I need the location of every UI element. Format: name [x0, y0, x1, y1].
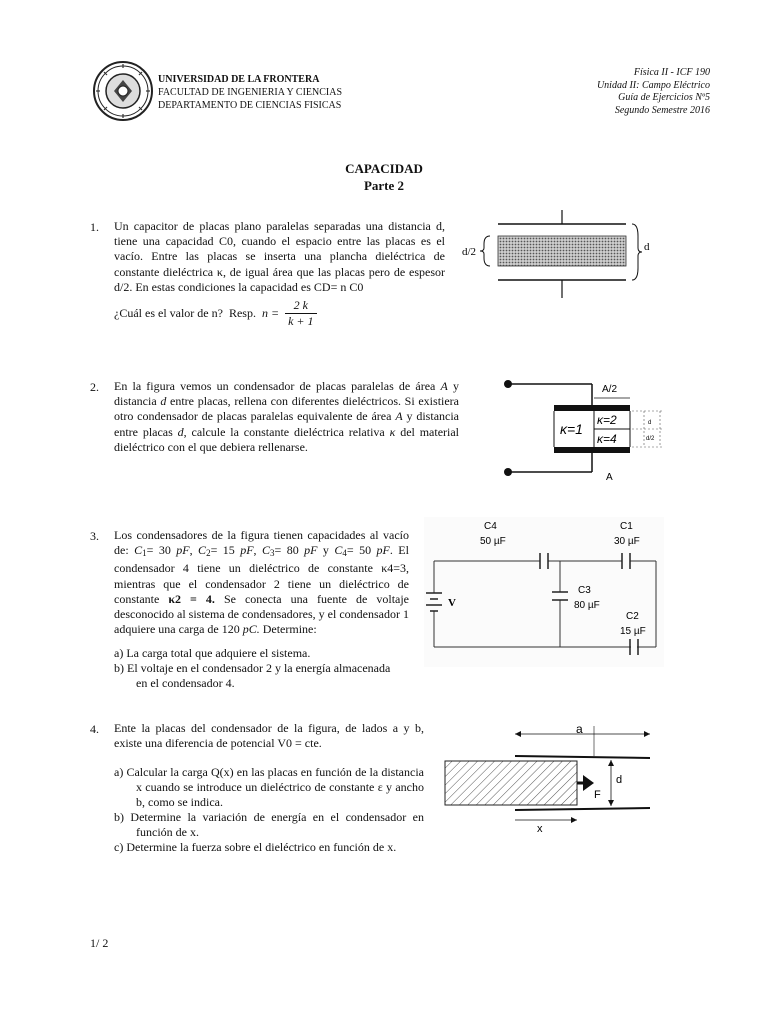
- p3-text-b: El condensador 4 tiene un dieléctrico de constante: [114, 543, 409, 576]
- semester-name: Segundo Semestre 2016: [614, 104, 710, 116]
- problem-1-text: Un capacitor de placas plano paralelas separadas una distancia d, tiene una capacidad C0, cuando el espacio entre las placas es el vacío. Entre las placas se inserta una plancha dieléctrica de constante dieléctrica κ, de igual área que las placas pero de espesor d/2. En estas condiciones la capacidad es CD= n C0: [114, 219, 445, 294]
- fig2-label-a-half: A/2: [602, 384, 618, 395]
- problem-1-answer: [114, 298, 354, 329]
- fig4-label-x: x: [537, 823, 543, 834]
- figure-3-circuit: [424, 517, 664, 667]
- p2-text-9: κ: [389, 424, 396, 439]
- fig4-label-d: d: [616, 774, 623, 786]
- fig3-label-c4: C4: [484, 521, 497, 532]
- problem-4-number: 4.: [90, 722, 99, 736]
- problem-1-resp-label: Resp.: [228, 306, 256, 321]
- header-institution: [158, 73, 342, 112]
- p4-item-b: b) Determine la variación de energía en el condensador en función de x.: [114, 810, 424, 839]
- fig1-label-half: d/2: [462, 246, 477, 258]
- fig4-label-f: F: [594, 789, 601, 801]
- problem-3-number: 3.: [90, 529, 99, 543]
- problem-2-number: 2.: [90, 380, 99, 394]
- p2-text-8: , calcule la constante dieléctrica relativa: [183, 424, 390, 439]
- p3-charge-unit: pC.: [242, 622, 260, 637]
- problem-3-items: [114, 646, 404, 691]
- fig3-label-c4v: 50 µF: [480, 536, 506, 547]
- problem-1-resp-lhs: n =: [261, 306, 280, 321]
- problem-4-items: [114, 765, 424, 855]
- figure-2-multi-dielectric: [500, 376, 670, 484]
- fig3-label-c1: C1: [620, 521, 633, 532]
- p3-item-a: a) La carga total que adquiere el sistema.: [114, 646, 311, 660]
- problem-1-number: 1.: [90, 220, 99, 234]
- p3-k4: κ4=3,: [381, 561, 410, 576]
- p3-k2: κ2 = 4.: [168, 591, 215, 606]
- cap-c3: $C_3= 80$ pF: [261, 543, 318, 559]
- fig2-label-k4: κ=4: [597, 432, 617, 446]
- header-course-info: [597, 67, 710, 117]
- page-title: CAPACIDAD: [345, 161, 423, 176]
- answer-fraction: [285, 298, 316, 329]
- fig3-label-v: V: [448, 597, 456, 609]
- fig3-label-c3v: 80 µF: [574, 600, 600, 611]
- fig1-label-full: d: [644, 241, 650, 253]
- p2-text-10: del material dieléctrico con el que debiera rellenarse.: [114, 424, 460, 454]
- p3-text-a: Los condensadores de la figura tienen capacidades al vacío de:: [114, 528, 409, 558]
- p3-text-c: mientras que el condensador 2 tiene un dieléctrico de constante: [114, 576, 409, 606]
- p2-text-1: A: [440, 379, 448, 393]
- problem-1-question: ¿Cuál es el valor de n?: [114, 306, 223, 321]
- department-name: DEPARTAMENTO DE CIENCIAS FISICAS: [158, 100, 342, 111]
- fig2-label-a: A: [606, 472, 613, 483]
- problem-2-text: [114, 379, 459, 455]
- p3-text-d: Se conecta una fuente de voltaje desconocido al sistema de condensadores, y el condensador 1 adquiere una carga de 120: [114, 591, 410, 637]
- p3-item-b: b) El voltaje en el condensador 2 y la energía almacenada en el condensador 4.: [114, 661, 391, 690]
- university-name: UNIVERSIDAD DE LA FRONTERA: [158, 74, 320, 85]
- fig2-label-k2: κ=2: [597, 413, 617, 427]
- fig2-label-d: d: [648, 420, 652, 426]
- p2-text-2: y distancia: [114, 379, 459, 409]
- p4-item-a: a) Calcular la carga Q(x) en las placas en función de la distancia x cuando se introduce un dieléctrico de constante ε y ancho b, como se indica.: [114, 765, 424, 809]
- guide-name: Guía de Ejercicios Nº5: [618, 92, 710, 103]
- unit-name: Unidad II: Campo Eléctrico: [596, 79, 710, 91]
- course-name: Física II - ICF 190: [633, 67, 710, 78]
- p2-text-3: d: [160, 394, 167, 409]
- figure-4-sliding-dielectric: [440, 722, 655, 834]
- p2-text-6: y distancia entre placas: [114, 409, 460, 439]
- page-number: 1/ 2: [90, 936, 109, 950]
- university-seal-logo: [92, 60, 154, 122]
- fig3-label-c1v: 30 µF: [614, 536, 640, 547]
- cap-c1: $C_1= 30$ pF,: [134, 543, 193, 559]
- cap-c4: $C_4= 50$ pF.: [334, 543, 393, 559]
- figure-1-capacitor-slab: [460, 210, 660, 305]
- p2-text-7: d: [177, 424, 184, 439]
- fig2-label-d-half: d/2: [646, 436, 655, 442]
- problem-4-text: Ente la placas del condensador de la figura, de lados a y b, existe una diferencia de potencial V0 = cte.: [114, 721, 424, 751]
- p2-text-4: entre placas, rellena con diferentes dieléctricos. Si existiera otro condensador de placas paralelas equivalente de área: [114, 394, 460, 424]
- p2-text-5: A: [395, 409, 403, 424]
- p4-item-c: c) Determine la fuerza sobre el dieléctrico en función de x.: [114, 840, 397, 854]
- fraction-numerator: 2 k: [285, 298, 316, 314]
- fig4-label-a: a: [576, 722, 583, 736]
- problem-3-text: Los condensadores de la figura tienen capacidades al vacío de: $C_1= 30$ pF, $C_2= 15$ pF, $C_3= 80$ pF y $C_4= 50$ pF. El condensador 4 tiene un dieléctrico de constante κ4=3, mientras que el condensador 2 tiene un dieléctrico de constante κ2 = 4. Se conecta una fuente de voltaje desconocido al sistema de condensadores, y el condensador 1 adquiere una carga de 120 pC. Determine:: [114, 528, 410, 637]
- cap-c2: $C_2= 15$ pF,: [198, 543, 257, 559]
- document-title: [0, 160, 768, 194]
- fig3-label-c2v: 15 µF: [620, 626, 646, 637]
- fig3-label-c3: C3: [578, 585, 591, 596]
- fraction-denominator: k + 1: [288, 314, 314, 329]
- p3-text-e: Determine:: [262, 622, 317, 637]
- fig2-label-k1: κ=1: [560, 421, 583, 437]
- p2-text-0: En la figura vemos un condensador de placas paralelas de área: [114, 379, 441, 393]
- fig3-label-c2: C2: [626, 611, 639, 622]
- page-subtitle: Parte 2: [363, 178, 405, 193]
- faculty-name: FACULTAD DE INGENIERIA Y CIENCIAS: [158, 87, 343, 98]
